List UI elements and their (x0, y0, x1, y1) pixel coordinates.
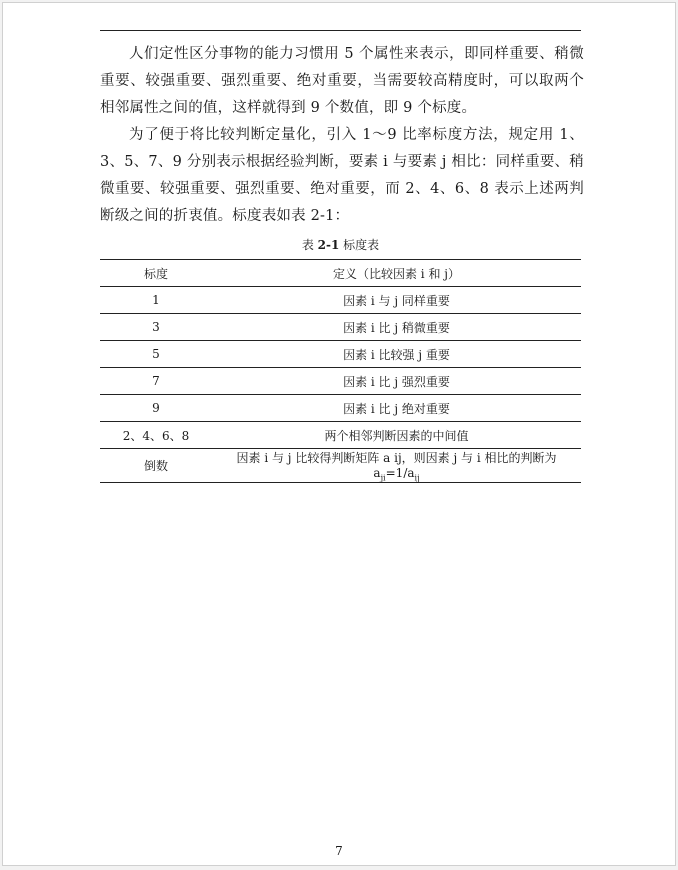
table-row (100, 314, 581, 341)
cell-definition: 两个相邻判断因素的中间值 (212, 422, 581, 449)
subscript-ji: ji (380, 473, 386, 483)
paragraph-scale-method: 为了便于将比较判断定量化，引入 1～9 比率标度方法，规定用 1、3、5、7、9 分别表示根据经验判断，要素 i 与要素 j 相比：同样重要、稍微重要、较强重要、强烈重要、绝对重要，而 2、4、6、8 表示上述两判断级之间的折衷值。标度表如表 2-1： (100, 127, 584, 224)
reciprocal-text: 因素 i 与 j 比较得判断矩阵 a ij，则因素 j 与 i 相比的判断为 a (236, 451, 557, 480)
table-header-row (100, 260, 581, 287)
table-caption (100, 236, 581, 253)
page-number: 7 (335, 844, 343, 858)
table-row-reciprocal (100, 449, 581, 483)
table-row (100, 368, 581, 395)
cell-definition: 因素 i 比 j 强烈重要 (212, 368, 581, 395)
table-row (100, 395, 581, 422)
caption-title: 标度表 (339, 238, 380, 252)
cell-definition: 因素 i 比 j 稍微重要 (212, 314, 581, 341)
cell-scale: 9 (100, 395, 212, 422)
cell-definition (212, 449, 581, 483)
document-page (2, 2, 676, 866)
table-row (100, 422, 581, 449)
cell-scale: 7 (100, 368, 212, 395)
table-row (100, 341, 581, 368)
table-row (100, 287, 581, 314)
cell-definition: 因素 i 与 j 同样重要 (212, 287, 581, 314)
subscript-ij: ij (414, 473, 420, 483)
cell-scale: 5 (100, 341, 212, 368)
body-text (100, 41, 584, 230)
cell-scale: 1 (100, 287, 212, 314)
cell-definition: 因素 i 比 j 绝对重要 (212, 395, 581, 422)
header-definition: 定义（比较因素 i 和 j） (212, 260, 581, 287)
cell-scale: 2、4、6、8 (100, 422, 212, 449)
cell-scale: 倒数 (100, 449, 212, 483)
equals-text: =1/a (385, 466, 415, 480)
paragraph-attributes: 人们定性区分事物的能力习惯用 5 个属性来表示，即同样重要、稍微重要、较强重要、强烈重要、绝对重要，当需要较高精度时，可以取两个相邻属性之间的值，这样就得到 9 个数值，即 9 个标度。 (100, 46, 584, 116)
header-scale: 标度 (100, 260, 212, 287)
caption-number: 2-1 (317, 238, 340, 252)
cell-scale: 3 (100, 314, 212, 341)
cell-definition: 因素 i 比较强 j 重要 (212, 341, 581, 368)
header-rule (100, 30, 581, 31)
scale-table (100, 259, 581, 483)
caption-prefix: 表 (301, 238, 318, 252)
